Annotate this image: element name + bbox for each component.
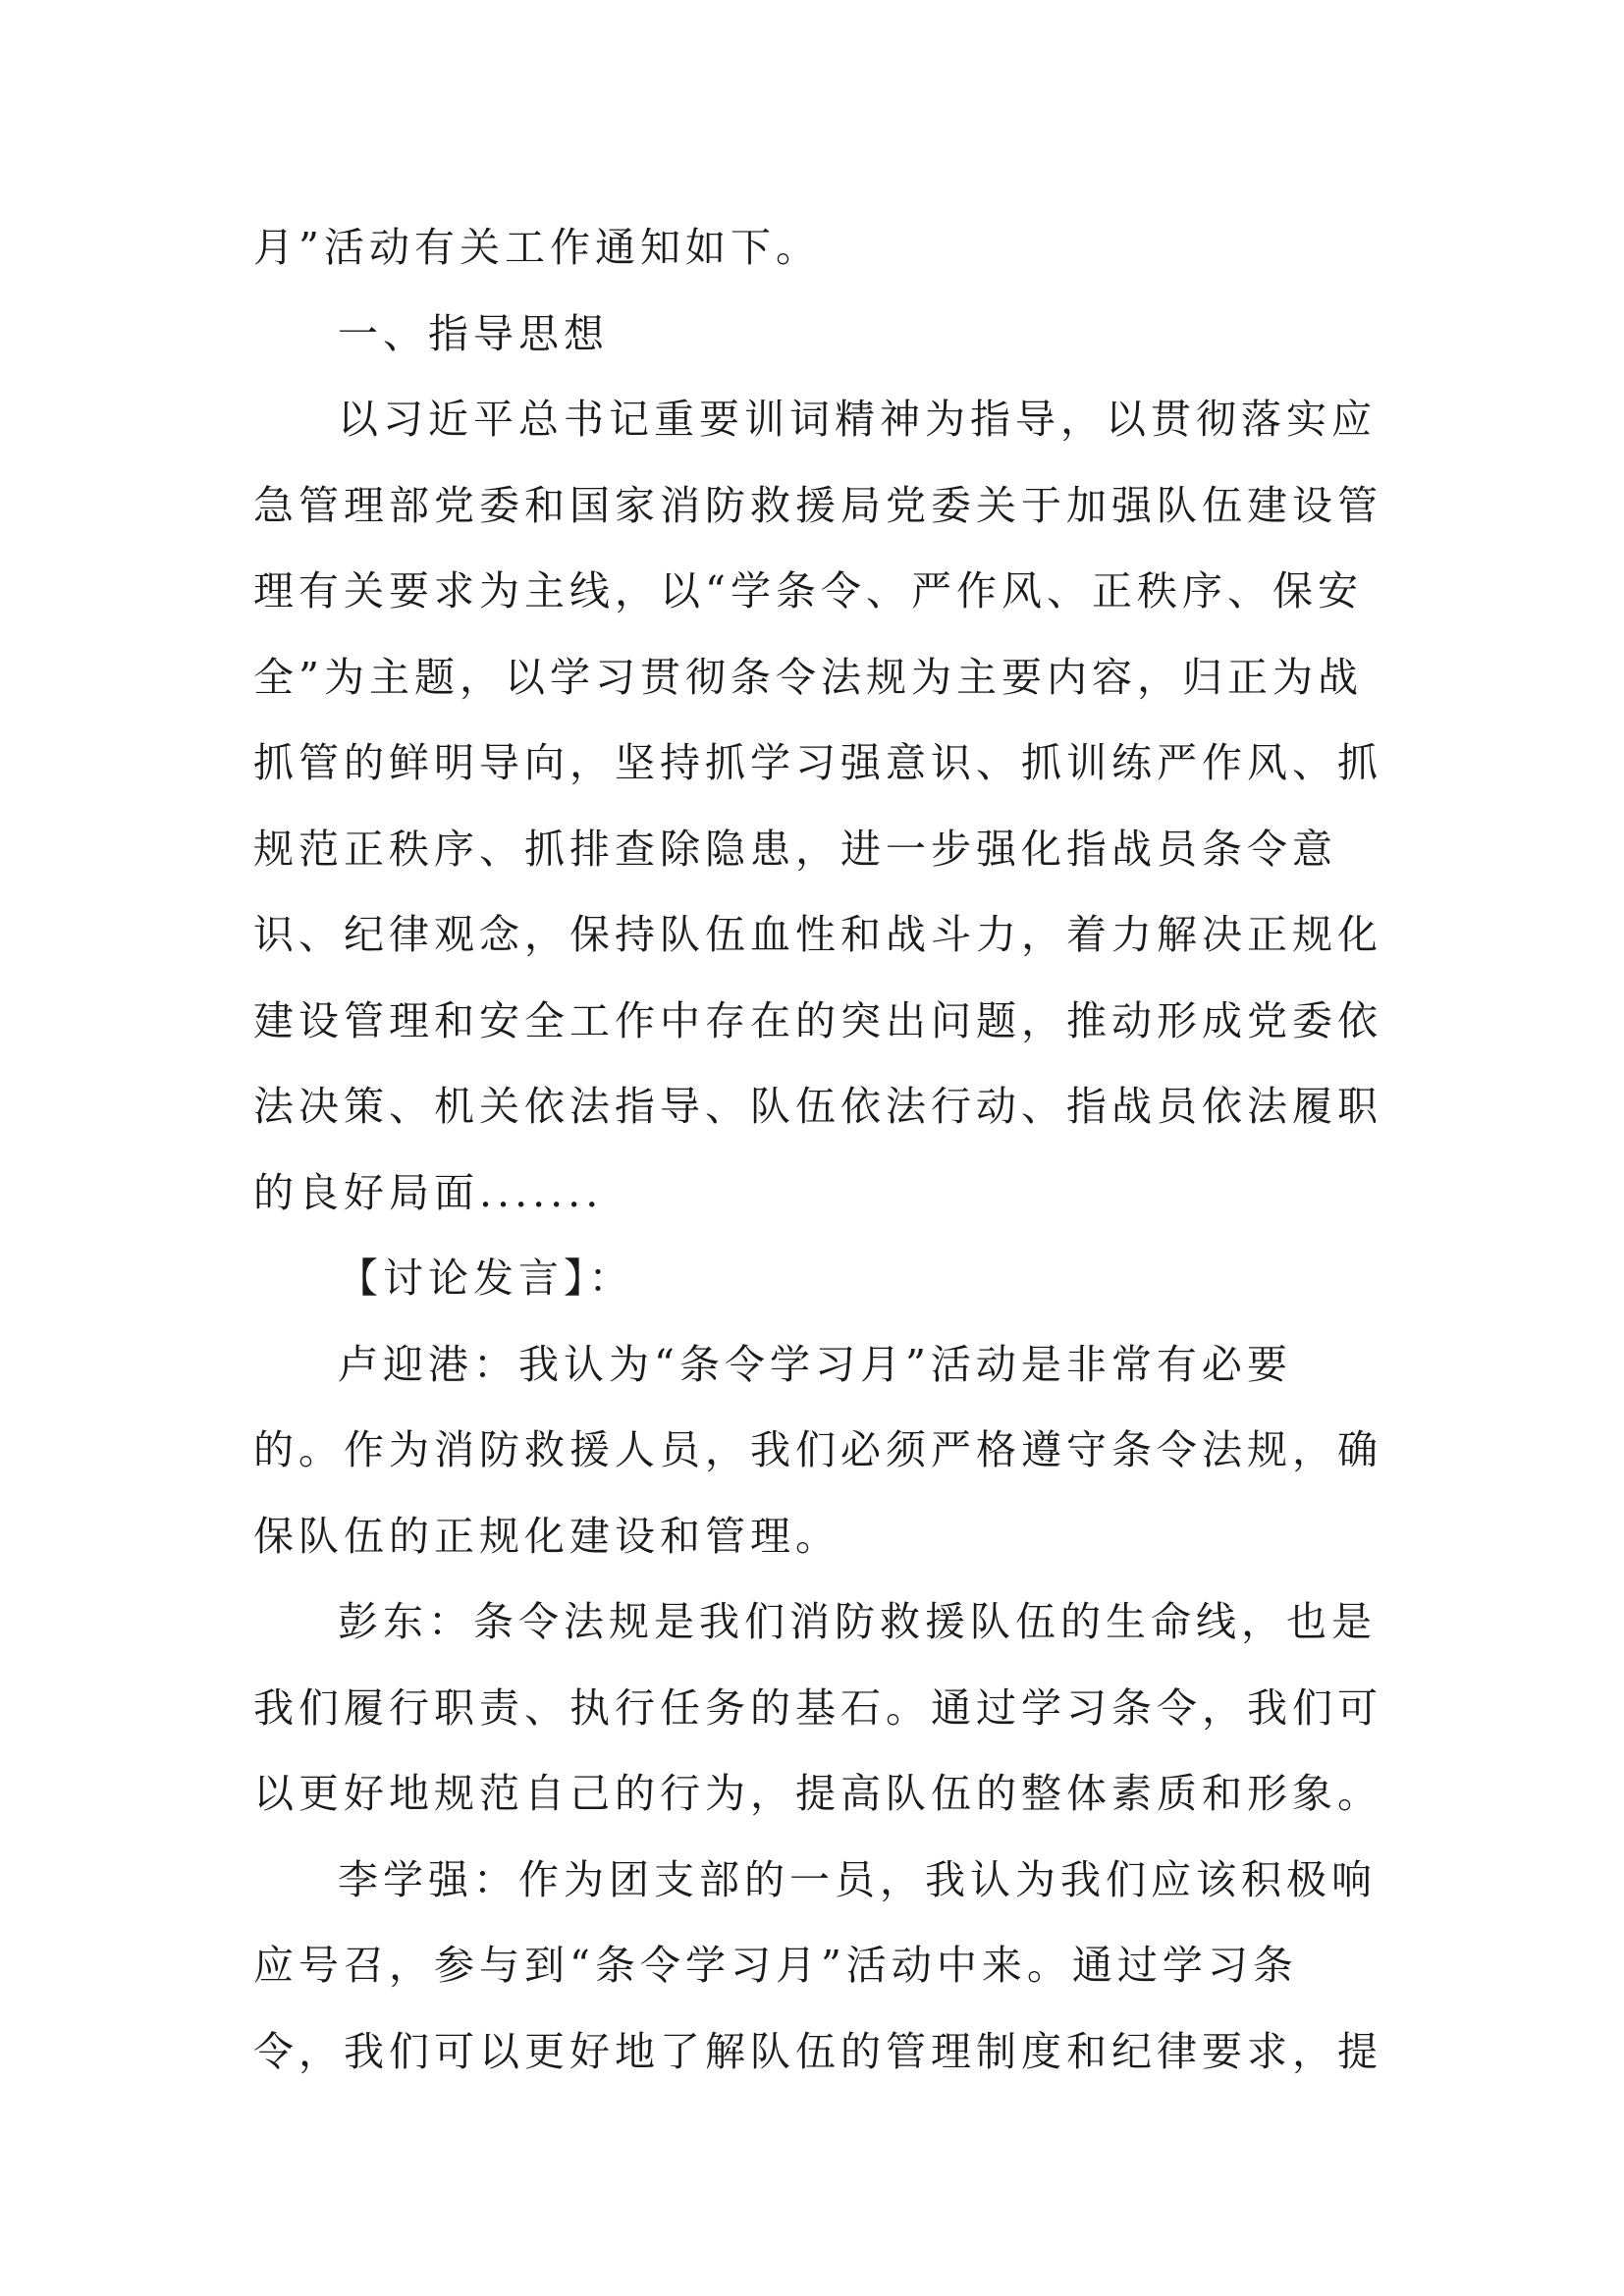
paragraph-line: 规范正秩序、抓排查除隐患，进一步强化指战员条令意 (253, 825, 1337, 873)
paragraph-line: 以习近平总书记重要训词精神为指导，以贯彻落实应 (338, 396, 1377, 443)
speech-line: 我们履行职责、执行任务的基石。通过学习条令，我们可 (253, 1683, 1382, 1732)
speech-line: 以更好地规范自己的行为，提高队伍的整体素质和形象。 (253, 1770, 1382, 1817)
paragraph-line: 法决策、机关依法指导、队伍依法行动、指战员依法履职 (253, 1083, 1382, 1130)
speech-line: 的。作为消防救援人员，我们必须严格遵守条令法规，确 (253, 1426, 1382, 1473)
discussion-heading: 【讨论发言】： (338, 1255, 634, 1302)
speech-line: 彭东：条令法规是我们消防救援队伍的生命线，也是 (338, 1598, 1377, 1645)
paragraph-line: 的良好局面....... (253, 1168, 604, 1216)
speech-line: 保队伍的正规化建设和管理。 (253, 1512, 840, 1560)
paragraph-line: 理有关要求为主线，以“学条令、严作风、正秩序、保安 (253, 567, 1363, 614)
speech-line: 令，我们可以更好地了解队伍的管理制度和纪律要求，提 (253, 2027, 1382, 2075)
paragraph-line: 识、纪律观念，保持队伍血性和战斗力，着力解决正规化 (253, 911, 1382, 958)
text-line-continuation: 月”活动有关工作通知如下。 (253, 224, 821, 271)
speech-line: 李学强：作为团支部的一员，我认为我们应该积极响 (338, 1855, 1377, 1903)
paragraph-line: 抓管的鲜明导向，坚持抓学习强意识、抓训练严作风、抓 (253, 739, 1382, 786)
section-heading-guiding-ideology: 一、指导思想 (338, 309, 609, 357)
speech-line: 卢迎港：我认为“条令学习月”活动是非常有必要 (338, 1340, 1292, 1388)
paragraph-line: 急管理部党委和国家消防救援局党委关于加强队伍建设管 (253, 481, 1382, 529)
document-body (253, 205, 1382, 2095)
paragraph-line: 全”为主题，以学习贯彻条令法规为主要内容，归正为战 (253, 653, 1363, 701)
speech-line: 应号召，参与到“条令学习月”活动中来。通过学习条 (253, 1942, 1298, 1989)
paragraph-line: 建设管理和安全工作中存在的突出问题，推动形成党委依 (253, 996, 1382, 1044)
